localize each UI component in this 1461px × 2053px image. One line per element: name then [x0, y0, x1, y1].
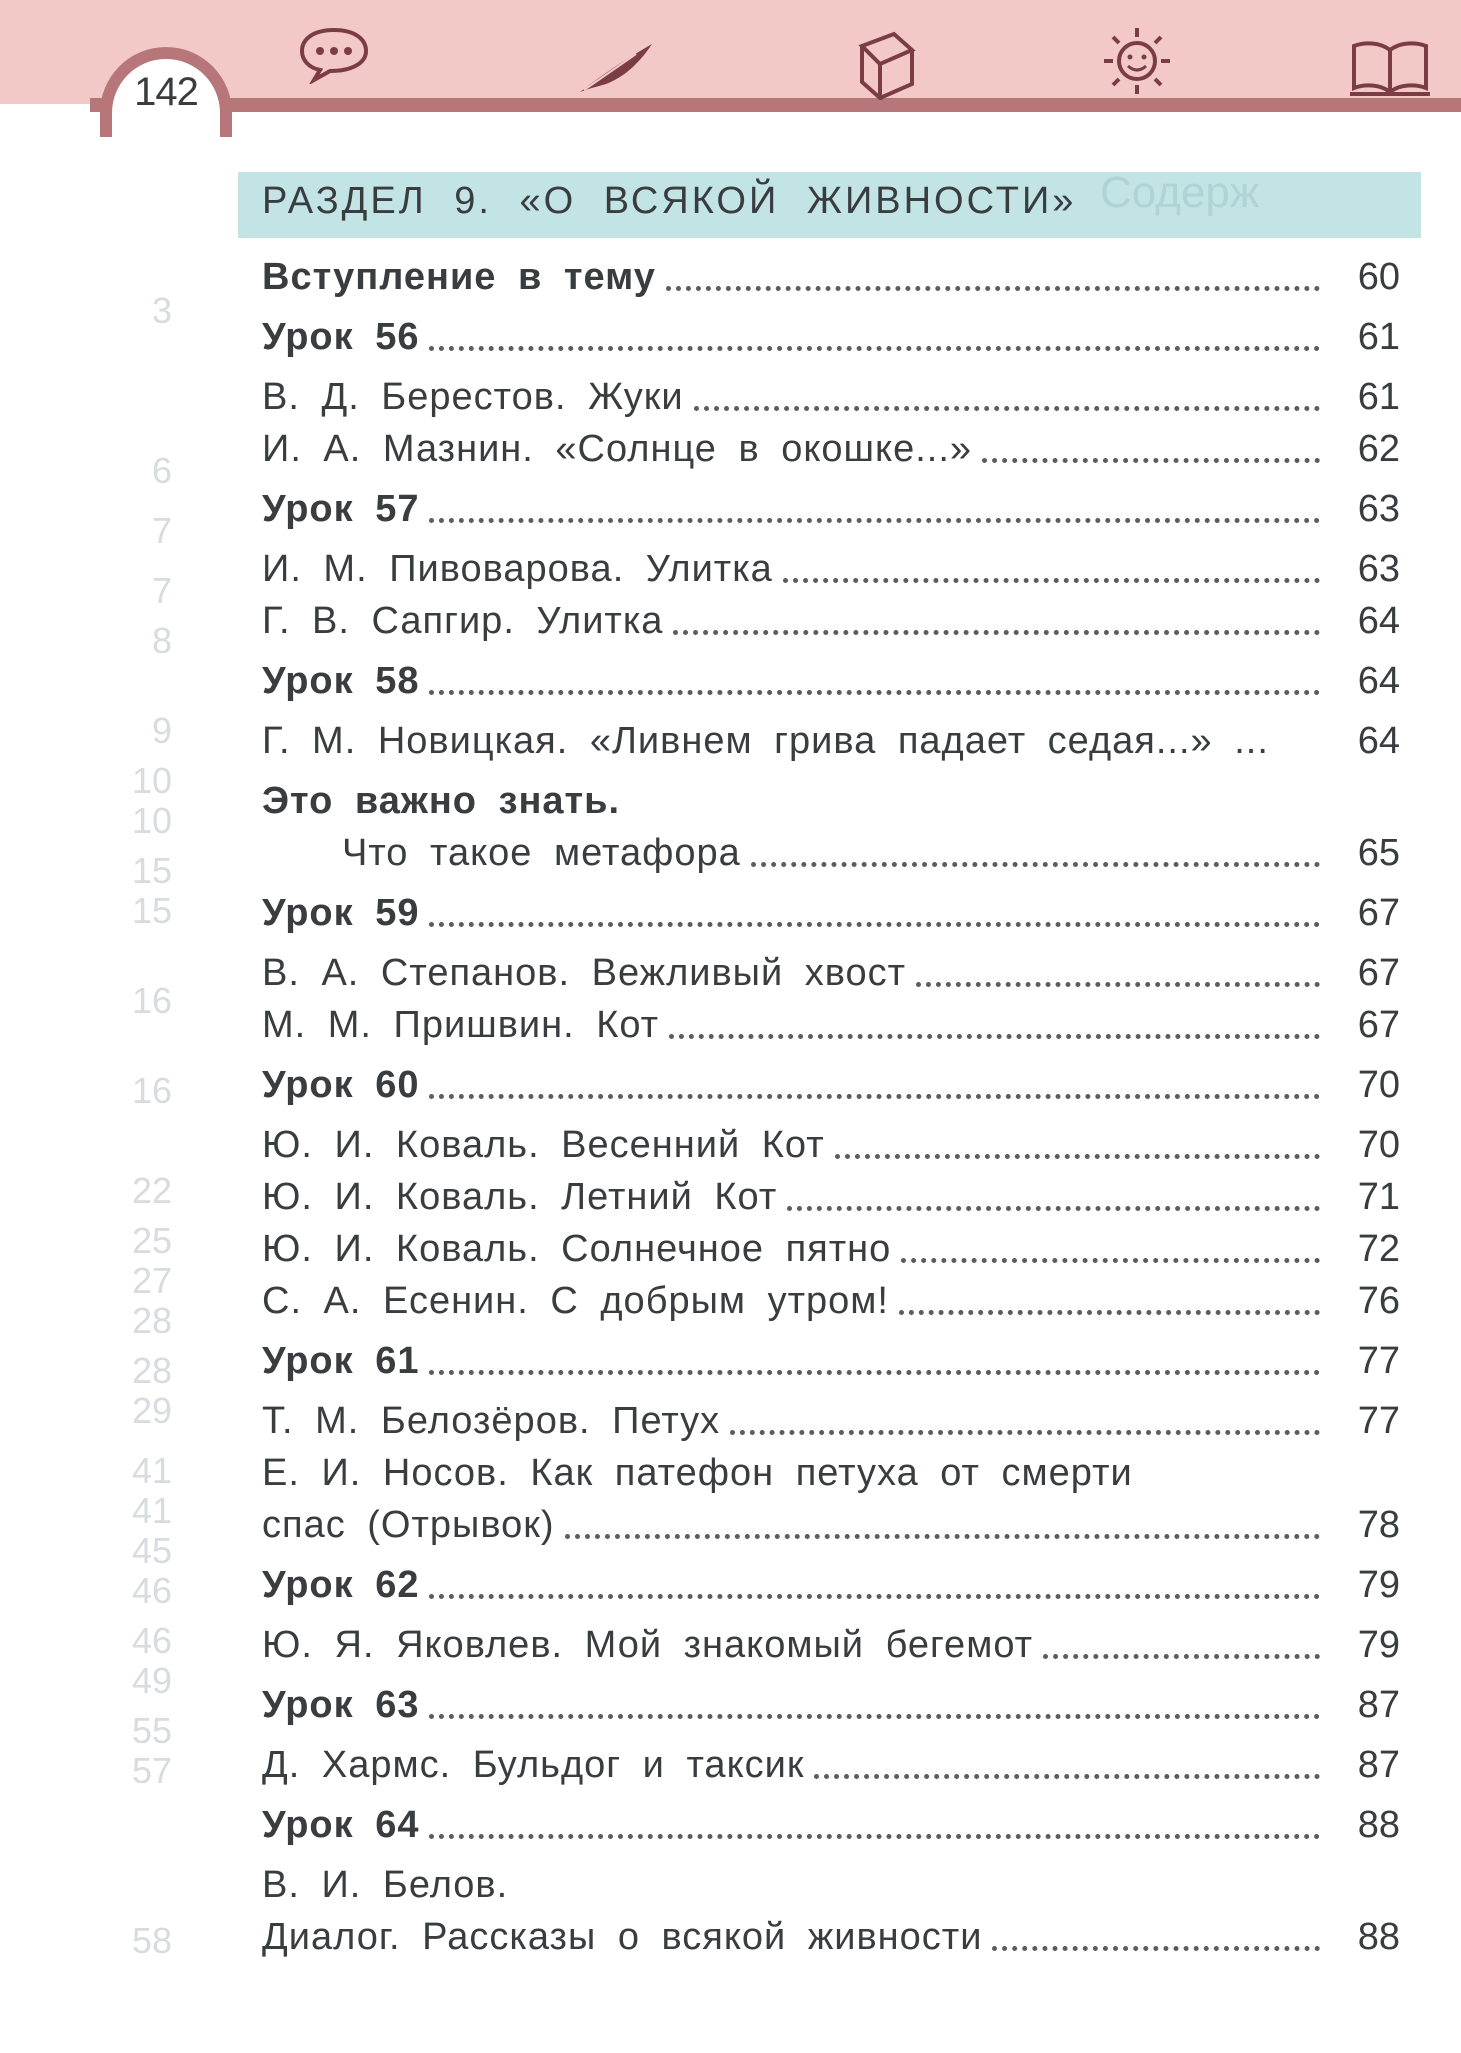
- toc-entry: [262, 1684, 1400, 1727]
- ghost-page-number: 58: [131, 1920, 172, 1961]
- toc-entry-title: Диалог. Рассказы о всякой живности: [262, 1916, 983, 1958]
- toc-entry: [262, 1804, 1400, 1847]
- dot-leader: [565, 1533, 1320, 1539]
- toc-entry: [262, 316, 1400, 359]
- dot-leader: [630, 814, 1320, 815]
- page-number: 142: [134, 70, 198, 114]
- ghost-page-number: 29: [131, 1390, 172, 1431]
- toc-entry: [262, 780, 1400, 823]
- dot-leader: [982, 457, 1320, 463]
- ghost-page-number: 28: [131, 1300, 172, 1341]
- toc-entry-title: Это важно знать.: [262, 780, 621, 822]
- speech-bubble-icon: [296, 24, 372, 84]
- dot-leader: [429, 1369, 1320, 1375]
- toc-entry-page: 79: [1357, 1564, 1400, 1606]
- toc-entry: [262, 1176, 1400, 1219]
- dot-leader: [783, 577, 1320, 583]
- toc-entry-page: 64: [1357, 720, 1400, 762]
- toc-entry-page: 63: [1357, 488, 1400, 530]
- toc-entry-title: Что такое метафора: [342, 832, 741, 874]
- toc-entry: [262, 1744, 1400, 1787]
- toc-entry: [262, 548, 1400, 591]
- toc-entry-page: 67: [1357, 892, 1400, 934]
- ghost-page-number: 10: [131, 800, 172, 841]
- dot-leader: [814, 1773, 1320, 1779]
- ghost-page-number: 28: [131, 1350, 172, 1391]
- toc-entry-title: М. М. Пришвин. Кот: [262, 1004, 660, 1046]
- ghost-page-number: 45: [131, 1530, 172, 1571]
- dot-leader: [730, 1429, 1320, 1435]
- toc-entry-title: спас (Отрывок): [262, 1504, 555, 1546]
- toc-entry-page: 60: [1357, 256, 1400, 298]
- toc-entry-page: 76: [1357, 1280, 1400, 1322]
- toc-entry-title: Ю. Я. Яковлев. Мой знакомый бегемот: [262, 1624, 1034, 1666]
- toc-entry-title: В. Д. Берестов. Жуки: [262, 376, 684, 418]
- toc-entry-page: 65: [1357, 832, 1400, 874]
- toc-entry-page: 61: [1357, 316, 1400, 358]
- sun-icon: [1100, 24, 1174, 98]
- ghost-page-number: 57: [131, 1750, 172, 1791]
- toc-entry: [262, 720, 1400, 763]
- dot-leader: [429, 1713, 1320, 1719]
- toc-entry-page: 78: [1357, 1504, 1400, 1546]
- toc-entry-title: В. И. Белов.: [262, 1864, 509, 1906]
- toc-entry: [262, 1400, 1400, 1443]
- toc-entry: [262, 488, 1400, 531]
- toc-entry: [262, 892, 1400, 935]
- dot-leader: [429, 345, 1320, 351]
- toc-entry-title: Урок 59: [262, 892, 420, 934]
- toc-entry-title: Урок 63: [262, 1684, 420, 1726]
- dot-leader: [1143, 1486, 1320, 1487]
- toc-entry-page: 64: [1357, 600, 1400, 642]
- toc-entry: [262, 660, 1400, 703]
- toc-entry-title: И. А. Мазнин. «Солнце в окошке...»: [262, 428, 973, 470]
- toc-entry: [262, 1228, 1400, 1271]
- toc-entry: [262, 832, 1400, 875]
- toc-entry: [262, 1504, 1400, 1547]
- toc-entry-page: 88: [1357, 1804, 1400, 1846]
- toc-entry-title: Ю. И. Коваль. Весенний Кот: [262, 1124, 825, 1166]
- toc-entry-title: Урок 57: [262, 488, 420, 530]
- ghost-page-number: 16: [131, 980, 172, 1021]
- toc-entry-title: Урок 62: [262, 1564, 420, 1606]
- toc-entry: [262, 952, 1400, 995]
- toc-entry-title: Вступление в тему: [262, 256, 656, 298]
- toc-entry-page: 87: [1357, 1744, 1400, 1786]
- dot-leader: [694, 405, 1320, 411]
- ghost-page-number: 41: [131, 1490, 172, 1531]
- toc-entry: [262, 1564, 1400, 1607]
- toc-entry: [262, 1064, 1400, 1107]
- ghost-page-number: 10: [131, 760, 172, 801]
- dot-leader: [787, 1205, 1320, 1211]
- toc-entry-title: Урок 61: [262, 1340, 420, 1382]
- toc-entry-title: Г. М. Новицкая. «Ливнем грива падает седая...» ...: [262, 720, 1269, 762]
- ghost-page-number: 41: [131, 1450, 172, 1491]
- dot-leader: [518, 1898, 1320, 1899]
- dot-leader: [1043, 1653, 1320, 1659]
- show-through-watermark: Содерж: [1100, 168, 1260, 217]
- header-rule: [90, 98, 1461, 112]
- open-book-icon: [1346, 36, 1434, 98]
- toc-entry-page: 70: [1357, 1064, 1400, 1106]
- ghost-page-number: 15: [131, 850, 172, 891]
- ghost-page-number: 27: [131, 1260, 172, 1301]
- toc-entry-page: 72: [1357, 1228, 1400, 1270]
- dot-leader: [751, 861, 1320, 867]
- toc-entry-title: Ю. И. Коваль. Солнечное пятно: [262, 1228, 892, 1270]
- toc-entry-title: С. А. Есенин. С добрым утром!: [262, 1280, 889, 1322]
- toc-entry-title: И. М. Пивоварова. Улитка: [262, 548, 773, 590]
- toc-entry-title: Ю. И. Коваль. Летний Кот: [262, 1176, 778, 1218]
- section-title: РАЗДЕЛ 9. «О ВСЯКОЙ ЖИВНОСТИ»: [262, 180, 1077, 222]
- ghost-page-number: 16: [131, 1070, 172, 1111]
- ghost-page-number: 25: [131, 1220, 172, 1261]
- toc-entry: [262, 1452, 1400, 1495]
- dot-leader: [669, 1033, 1320, 1039]
- toc-entry-title: Г. В. Сапгир. Улитка: [262, 600, 664, 642]
- ghost-page-number: 46: [131, 1620, 172, 1661]
- toc-entry-page: 61: [1357, 376, 1400, 418]
- toc-entry-title: Урок 56: [262, 316, 420, 358]
- toc-entry-page: 71: [1357, 1176, 1400, 1218]
- toc-entry: [262, 428, 1400, 471]
- dot-leader: [429, 689, 1320, 695]
- toc-entry-title: В. А. Степанов. Вежливый хвост: [262, 952, 907, 994]
- dot-leader: [835, 1153, 1320, 1159]
- toc-entry-page: 62: [1357, 428, 1400, 470]
- toc-entry-page: 67: [1357, 1004, 1400, 1046]
- ghost-page-number: 3: [151, 290, 172, 331]
- toc-entry-page: 88: [1357, 1916, 1400, 1958]
- toc-entry-title: Урок 64: [262, 1804, 420, 1846]
- toc-entry-page: 77: [1357, 1400, 1400, 1442]
- dot-leader: [429, 1833, 1320, 1839]
- ghost-page-number: 55: [131, 1710, 172, 1751]
- toc-entry-title: Д. Хармс. Бульдог и таксик: [262, 1744, 805, 1786]
- dot-leader: [901, 1257, 1320, 1263]
- toc-entry: [262, 1864, 1400, 1907]
- toc-entry-title: Урок 60: [262, 1064, 420, 1106]
- toc-entry: [262, 256, 1400, 299]
- toc-entry: [262, 1124, 1400, 1167]
- toc-entry: [262, 376, 1400, 419]
- dot-leader: [666, 285, 1320, 291]
- dot-leader: [429, 921, 1320, 927]
- toc-entry-title: Е. И. Носов. Как патефон петуха от смерти: [262, 1452, 1133, 1494]
- toc-entry-title: Урок 58: [262, 660, 420, 702]
- toc-entry: [262, 1340, 1400, 1383]
- toc-entry: [262, 600, 1400, 643]
- toc-entry-page: 64: [1357, 660, 1400, 702]
- dot-leader: [1279, 754, 1320, 755]
- toc-entry: [262, 1280, 1400, 1323]
- dot-leader: [429, 1593, 1320, 1599]
- ghost-page-number: 22: [131, 1170, 172, 1211]
- ghost-page-number: 46: [131, 1570, 172, 1611]
- toc-entry-page: 67: [1357, 952, 1400, 994]
- toc-entry-page: 70: [1357, 1124, 1400, 1166]
- toc-entry-page: 87: [1357, 1684, 1400, 1726]
- toc-entry-page: 77: [1357, 1340, 1400, 1382]
- ghost-page-number: 8: [151, 620, 172, 661]
- toc-entry: [262, 1624, 1400, 1667]
- ghost-page-number: 6: [151, 450, 172, 491]
- toc-entry-title: Т. М. Белозёров. Петух: [262, 1400, 721, 1442]
- toc-entry-page: 79: [1357, 1624, 1400, 1666]
- dot-leader: [673, 629, 1320, 635]
- toc-entry-page: 63: [1357, 548, 1400, 590]
- book-icon: [848, 28, 918, 100]
- ghost-page-number: 9: [151, 710, 172, 751]
- dot-leader: [429, 1093, 1320, 1099]
- dot-leader: [916, 981, 1320, 987]
- toc-entry: [262, 1004, 1400, 1047]
- dot-leader: [899, 1309, 1320, 1315]
- ghost-page-number: 49: [131, 1660, 172, 1701]
- ghost-page-number: 15: [131, 890, 172, 931]
- dot-leader: [429, 517, 1320, 523]
- ghost-page-number: 7: [151, 510, 172, 551]
- toc-entry: [262, 1916, 1400, 1959]
- feather-icon: [576, 40, 656, 96]
- dot-leader: [992, 1945, 1320, 1951]
- ghost-page-number: 7: [151, 570, 172, 611]
